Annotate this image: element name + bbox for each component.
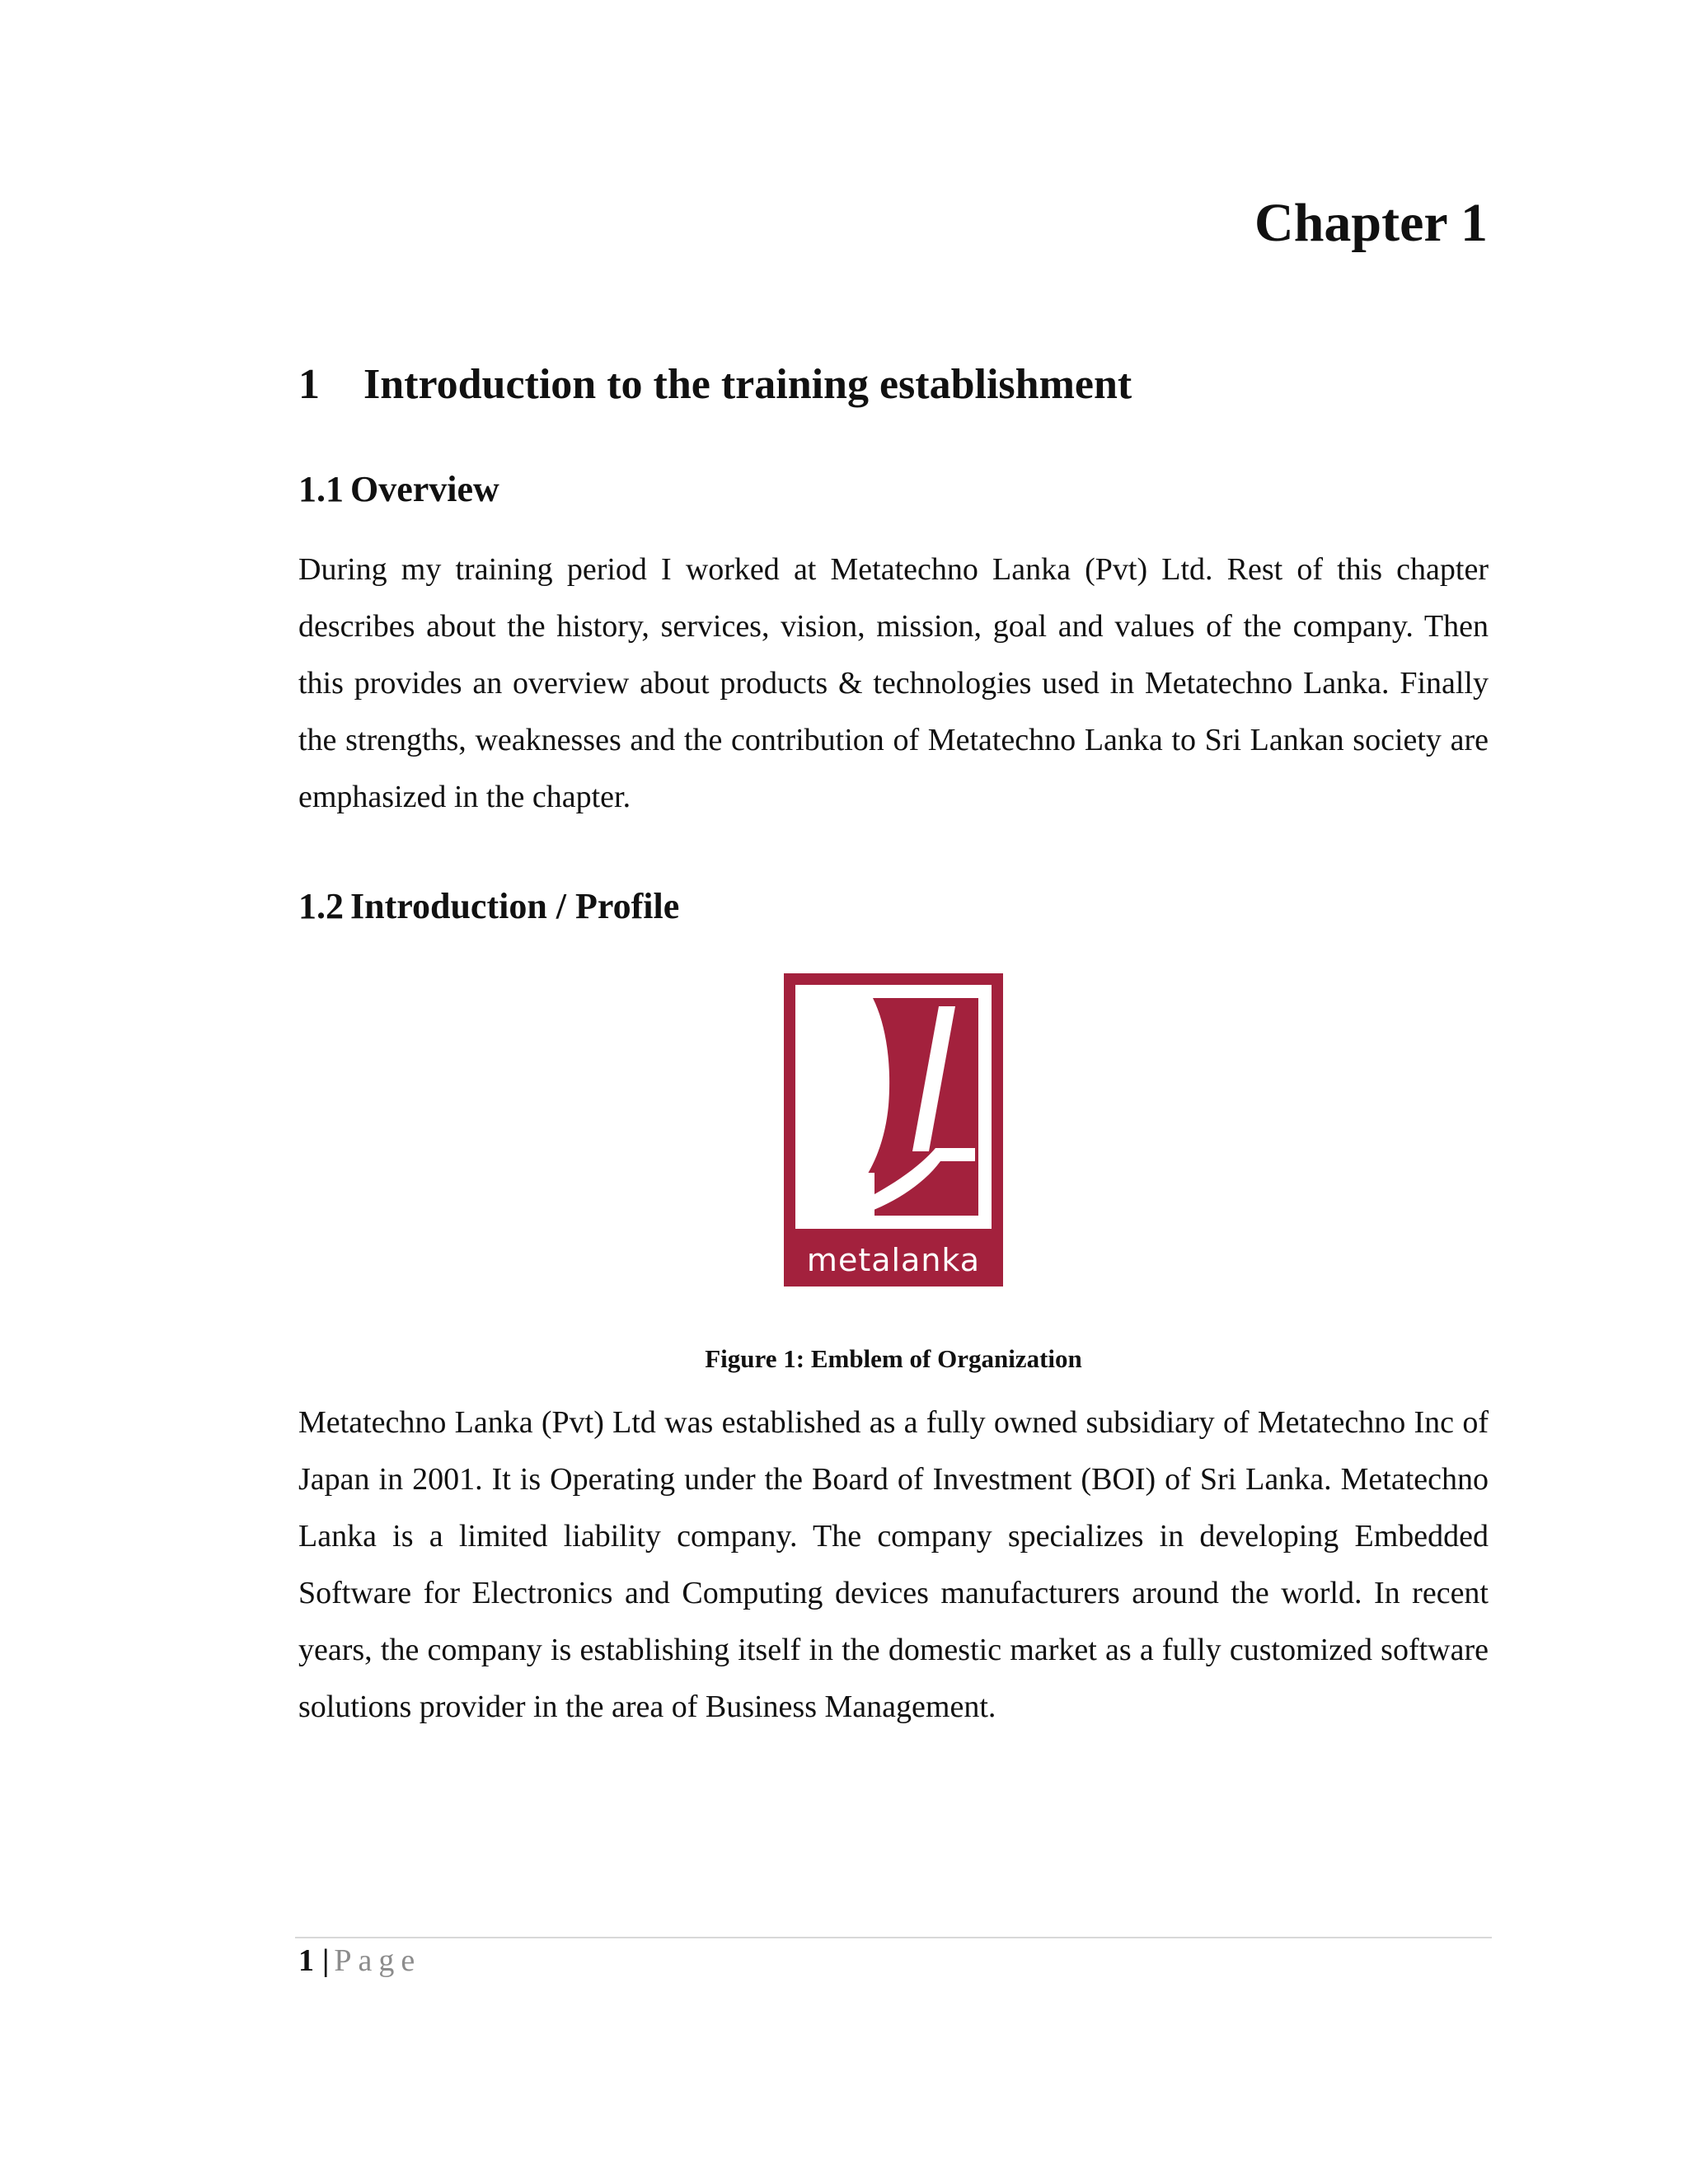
emblem-wordmark: metalanka [806, 1242, 981, 1278]
overview-title: Overview [350, 469, 499, 509]
overview-heading [298, 470, 499, 509]
emblem-base-left [809, 1173, 874, 1216]
section-heading [298, 361, 1132, 408]
footer-divider [295, 1937, 1492, 1938]
profile-number: 1.2 [298, 886, 344, 926]
profile-heading [298, 887, 679, 926]
profile-paragraph: Metatechno Lanka (Pvt) Ltd was established as a fully owned subsidiary of Metatechno Inc of Japan in 2001. It is Operating under the Board of Investment (BOI) of Sri Lanka. Metatechno Lanka is a limited liability company. The company specializes in developing Embedded Software for Electronics and Computing devices manufacturers around the world. In recent years, the company is establishing itself in the domestic market as a fully customized software solutions provider in the area of Business Management. [298, 1405, 1489, 1724]
page-footer [298, 1945, 421, 1976]
overview-paragraph: During my training period I worked at Metatechno Lanka (Pvt) Ltd. Rest of this chapter describes about the history, services, vision, mission, goal and values of the company. Then this provides an overview about products & technologies used in Metatechno Lanka. Finally the strengths, weaknesses and the contribution of Metatechno Lanka to Sri Lankan society are emphasized in the chapter. [298, 552, 1489, 814]
profile-title: Introduction / Profile [350, 886, 680, 926]
section-title: Introduction to the training establishment [363, 361, 1132, 408]
page-label: Page [334, 1943, 422, 1978]
footer-separator: | [322, 1943, 330, 1978]
page-number: 1 [298, 1943, 314, 1978]
overview-number: 1.1 [298, 469, 344, 509]
figure-caption: Figure 1: Emblem of Organization [705, 1344, 1082, 1373]
chapter-title: Chapter 1 [1254, 193, 1488, 253]
section-number: 1 [298, 361, 320, 408]
organization-emblem [784, 973, 1003, 1286]
